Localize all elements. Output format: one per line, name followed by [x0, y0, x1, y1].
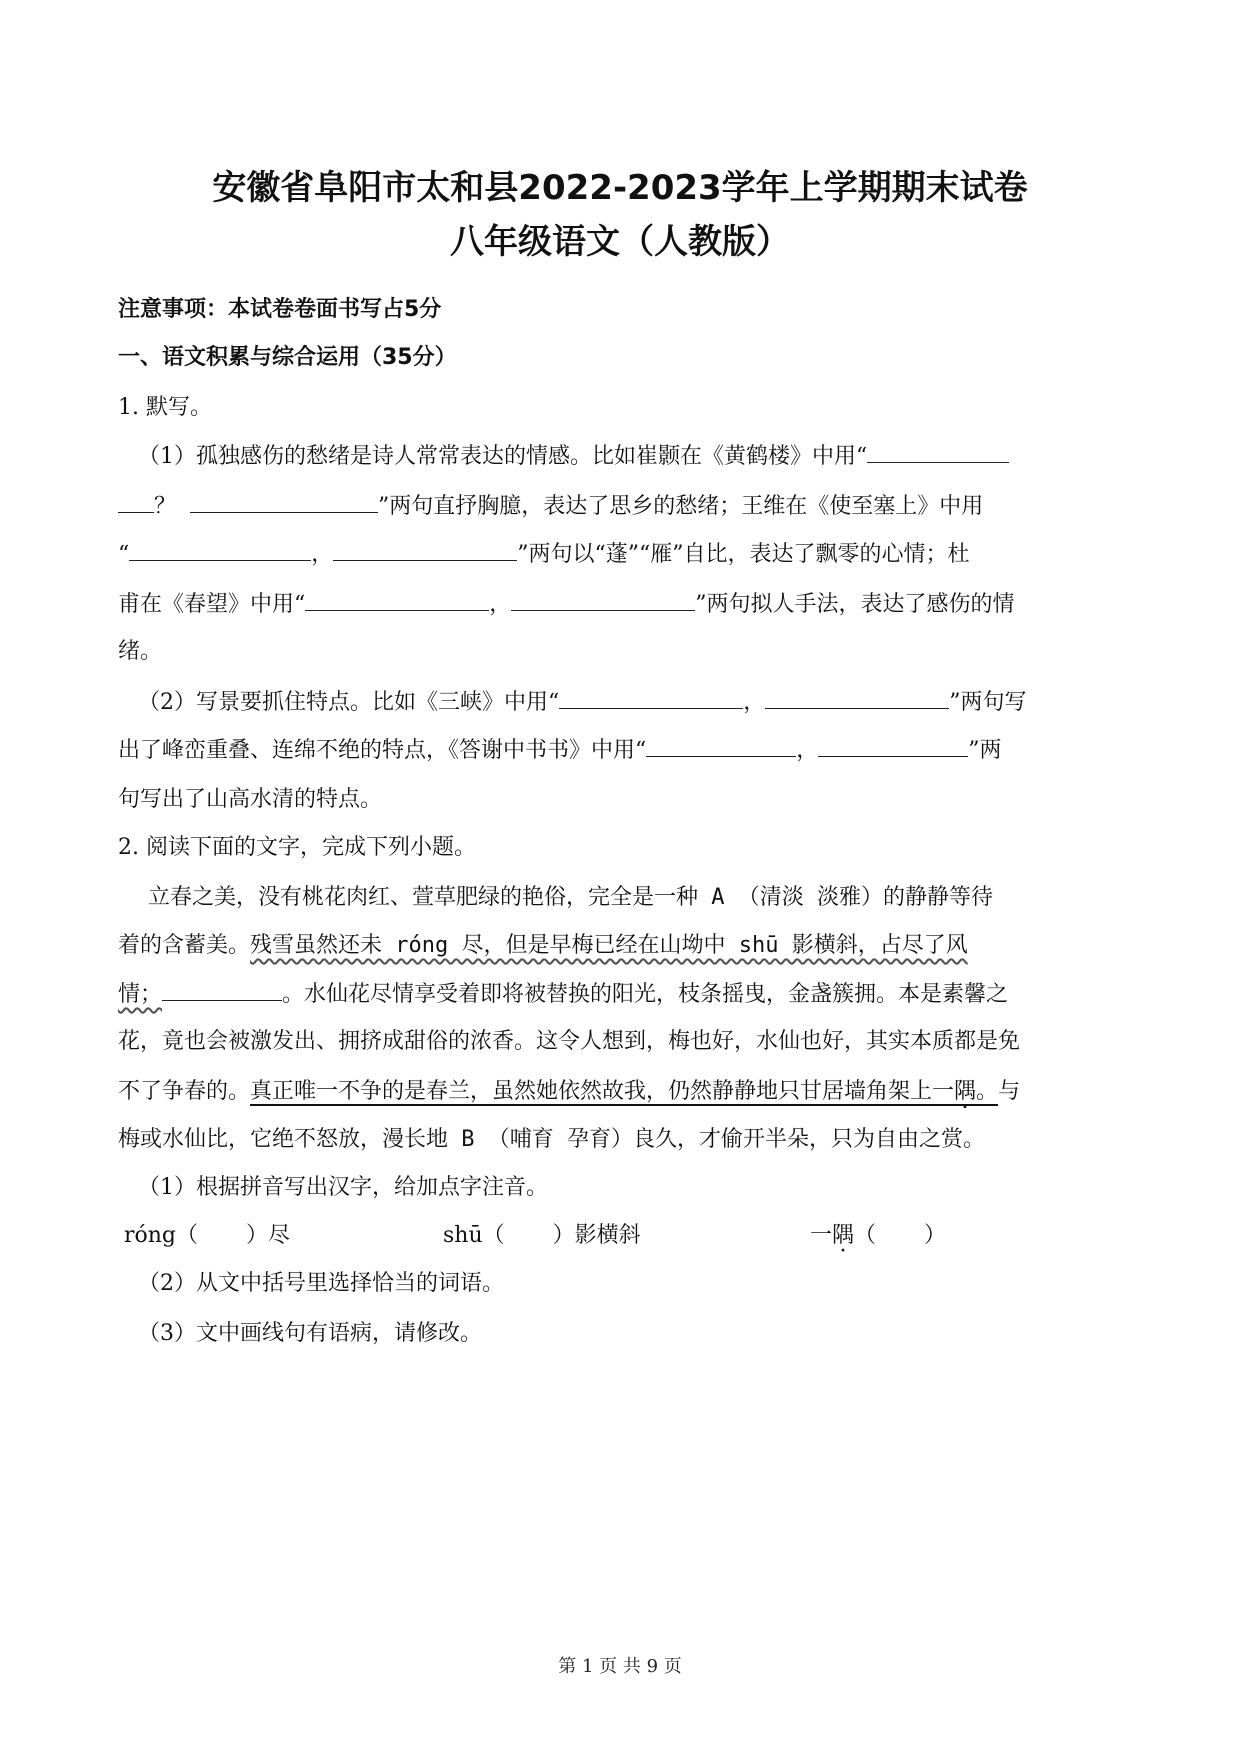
q2-sub2: （2）从文中括号里选择恰当的词语。	[138, 1271, 504, 1296]
q1-part1-line2	[118, 490, 1128, 523]
q1-part1-text: ，	[489, 592, 512, 617]
q1-part2-text: ，	[796, 738, 819, 763]
answer-blank[interactable]	[646, 734, 796, 757]
q2-sub3: （3）文中画线句有语病，请修改。	[138, 1321, 482, 1346]
answer-blank[interactable]	[198, 1220, 246, 1242]
answer-blank[interactable]	[876, 1220, 924, 1242]
q1-part2-text: ”两	[968, 738, 1002, 763]
pinyin-suffix: ）尽	[246, 1223, 291, 1248]
notice-line: 注意事项：本试卷卷面书写占5分	[118, 297, 442, 322]
pinyin-label: róng（	[124, 1223, 199, 1248]
section-heading: 一、语文积累与综合运用（35分）	[118, 345, 457, 370]
q1-part2-text: 出了峰峦重叠、连绵不绝的特点，《答谢中书书》中用“	[118, 738, 647, 763]
answer-blank[interactable]	[867, 440, 1009, 463]
question-2-label: 2. 阅读下面的文字，完成下列小题。	[118, 835, 476, 860]
answer-blank[interactable]	[118, 490, 154, 513]
exam-subtitle: 八年级语文（人教版）	[450, 222, 790, 262]
pinyin-row	[124, 1220, 1134, 1252]
q1-part1-text: ，	[311, 542, 334, 567]
paren-open: （	[854, 1223, 877, 1248]
dotted-character: 隅	[954, 1079, 977, 1104]
q1-part1-text: 甫在《春望》中用“	[118, 592, 306, 617]
q1-part1-line5: 绪。	[118, 639, 163, 664]
q1-part1-line1	[138, 440, 1148, 473]
answer-blank[interactable]	[505, 1220, 553, 1242]
passage-line-1: 立春之美，没有桃花肉红、萱草肥绿的艳俗，完全是一种 A （清淡 淡雅）的静静等待	[148, 885, 993, 910]
answer-blank[interactable]	[765, 686, 949, 709]
passage-line-3	[118, 978, 1128, 1011]
answer-blank[interactable]	[333, 538, 517, 561]
answer-blank[interactable]	[305, 588, 489, 611]
underlined-sentence: 真正唯一不争的是春兰，虽然她依然故我，仍然静静地只甘居墙角架上一	[250, 1079, 955, 1104]
pinyin-item-shu	[443, 1220, 803, 1252]
answer-blank[interactable]	[190, 490, 378, 513]
word-prefix: 一	[810, 1223, 833, 1248]
q1-part1-line3	[118, 538, 1128, 571]
exam-title: 安徽省阜阳市太和县2022-2023学年上学期期末试卷	[212, 168, 1028, 208]
paren-close: ）	[924, 1223, 947, 1248]
q1-part2-line2	[118, 734, 1128, 767]
pinyin-item-rong	[124, 1220, 436, 1252]
passage-line-5	[118, 1076, 1128, 1108]
pinyin-item-yu	[810, 1220, 946, 1252]
pinyin-label: shū（	[443, 1223, 505, 1248]
q1-part2-text: （2）写景要抓住特点。比如《三峡》中用“	[138, 690, 560, 715]
passage-line-4: 花，竟也会被激发出、拥挤成甜俗的浓香。这令人想到，梅也好，水仙也好，其实本质都是免	[118, 1029, 1021, 1054]
q1-part1-text: ”两句直抒胸臆，表达了思乡的愁绪；王维在《使至塞上》中用	[378, 494, 984, 519]
passage-line-6: 梅或水仙比，它绝不怒放，漫长地 B （哺育 孕育）良久，才偷开半朵，只为自由之赏。	[118, 1127, 985, 1152]
question-1-label: 1. 默写。	[118, 395, 212, 420]
answer-blank[interactable]	[559, 686, 743, 709]
q1-part2-text: ，	[743, 690, 766, 715]
q1-part2-line3: 句写出了山高水清的特点。	[118, 787, 383, 812]
q1-part1-text: ”两句以“蓬”“雁”自比，表达了飘零的心情；杜	[517, 542, 970, 567]
page-footer: 第 1 页 共 9 页	[558, 1656, 682, 1677]
wavy-underlined-text: 残雪虽然还未 róng 尽，但是早梅已经在山坳中 shū 影横斜，占尽了风	[250, 933, 968, 958]
q1-part1-line4	[118, 588, 1128, 621]
passage-text: 与	[998, 1079, 1021, 1104]
passage-text: 着的含蓄美。	[118, 933, 251, 958]
q1-part2-line1	[138, 686, 1148, 719]
answer-blank[interactable]	[818, 734, 968, 757]
passage-line-2	[118, 930, 1128, 962]
passage-text: 。水仙花尽情享受着即将被替换的阳光，枝条摇曳，金盏簇拥。本是素馨之	[282, 982, 1009, 1007]
wavy-underlined-text: 情；	[118, 982, 163, 1007]
q1-part2-text: ”两句写	[949, 690, 1027, 715]
q2-sub1: （1）根据拼音写出汉字，给加点字注音。	[138, 1175, 548, 1200]
dotted-character: 隅	[832, 1223, 855, 1248]
answer-blank[interactable]	[129, 538, 311, 561]
answer-blank[interactable]	[511, 588, 695, 611]
q1-part1-text: ？	[154, 494, 177, 519]
q1-part1-text: （1）孤独感伤的愁绪是诗人常常表达的情感。比如崔颢在《黄鹤楼》中用“	[138, 444, 868, 469]
pinyin-suffix: ）影横斜	[552, 1223, 641, 1248]
q1-part1-text: “	[118, 542, 130, 567]
answer-blank[interactable]	[162, 978, 282, 1001]
passage-text: 不了争春的。	[118, 1079, 251, 1104]
q1-part1-text: ”两句拟人手法，表达了感伤的情	[695, 592, 1015, 617]
underlined-sentence: 。	[976, 1079, 999, 1104]
